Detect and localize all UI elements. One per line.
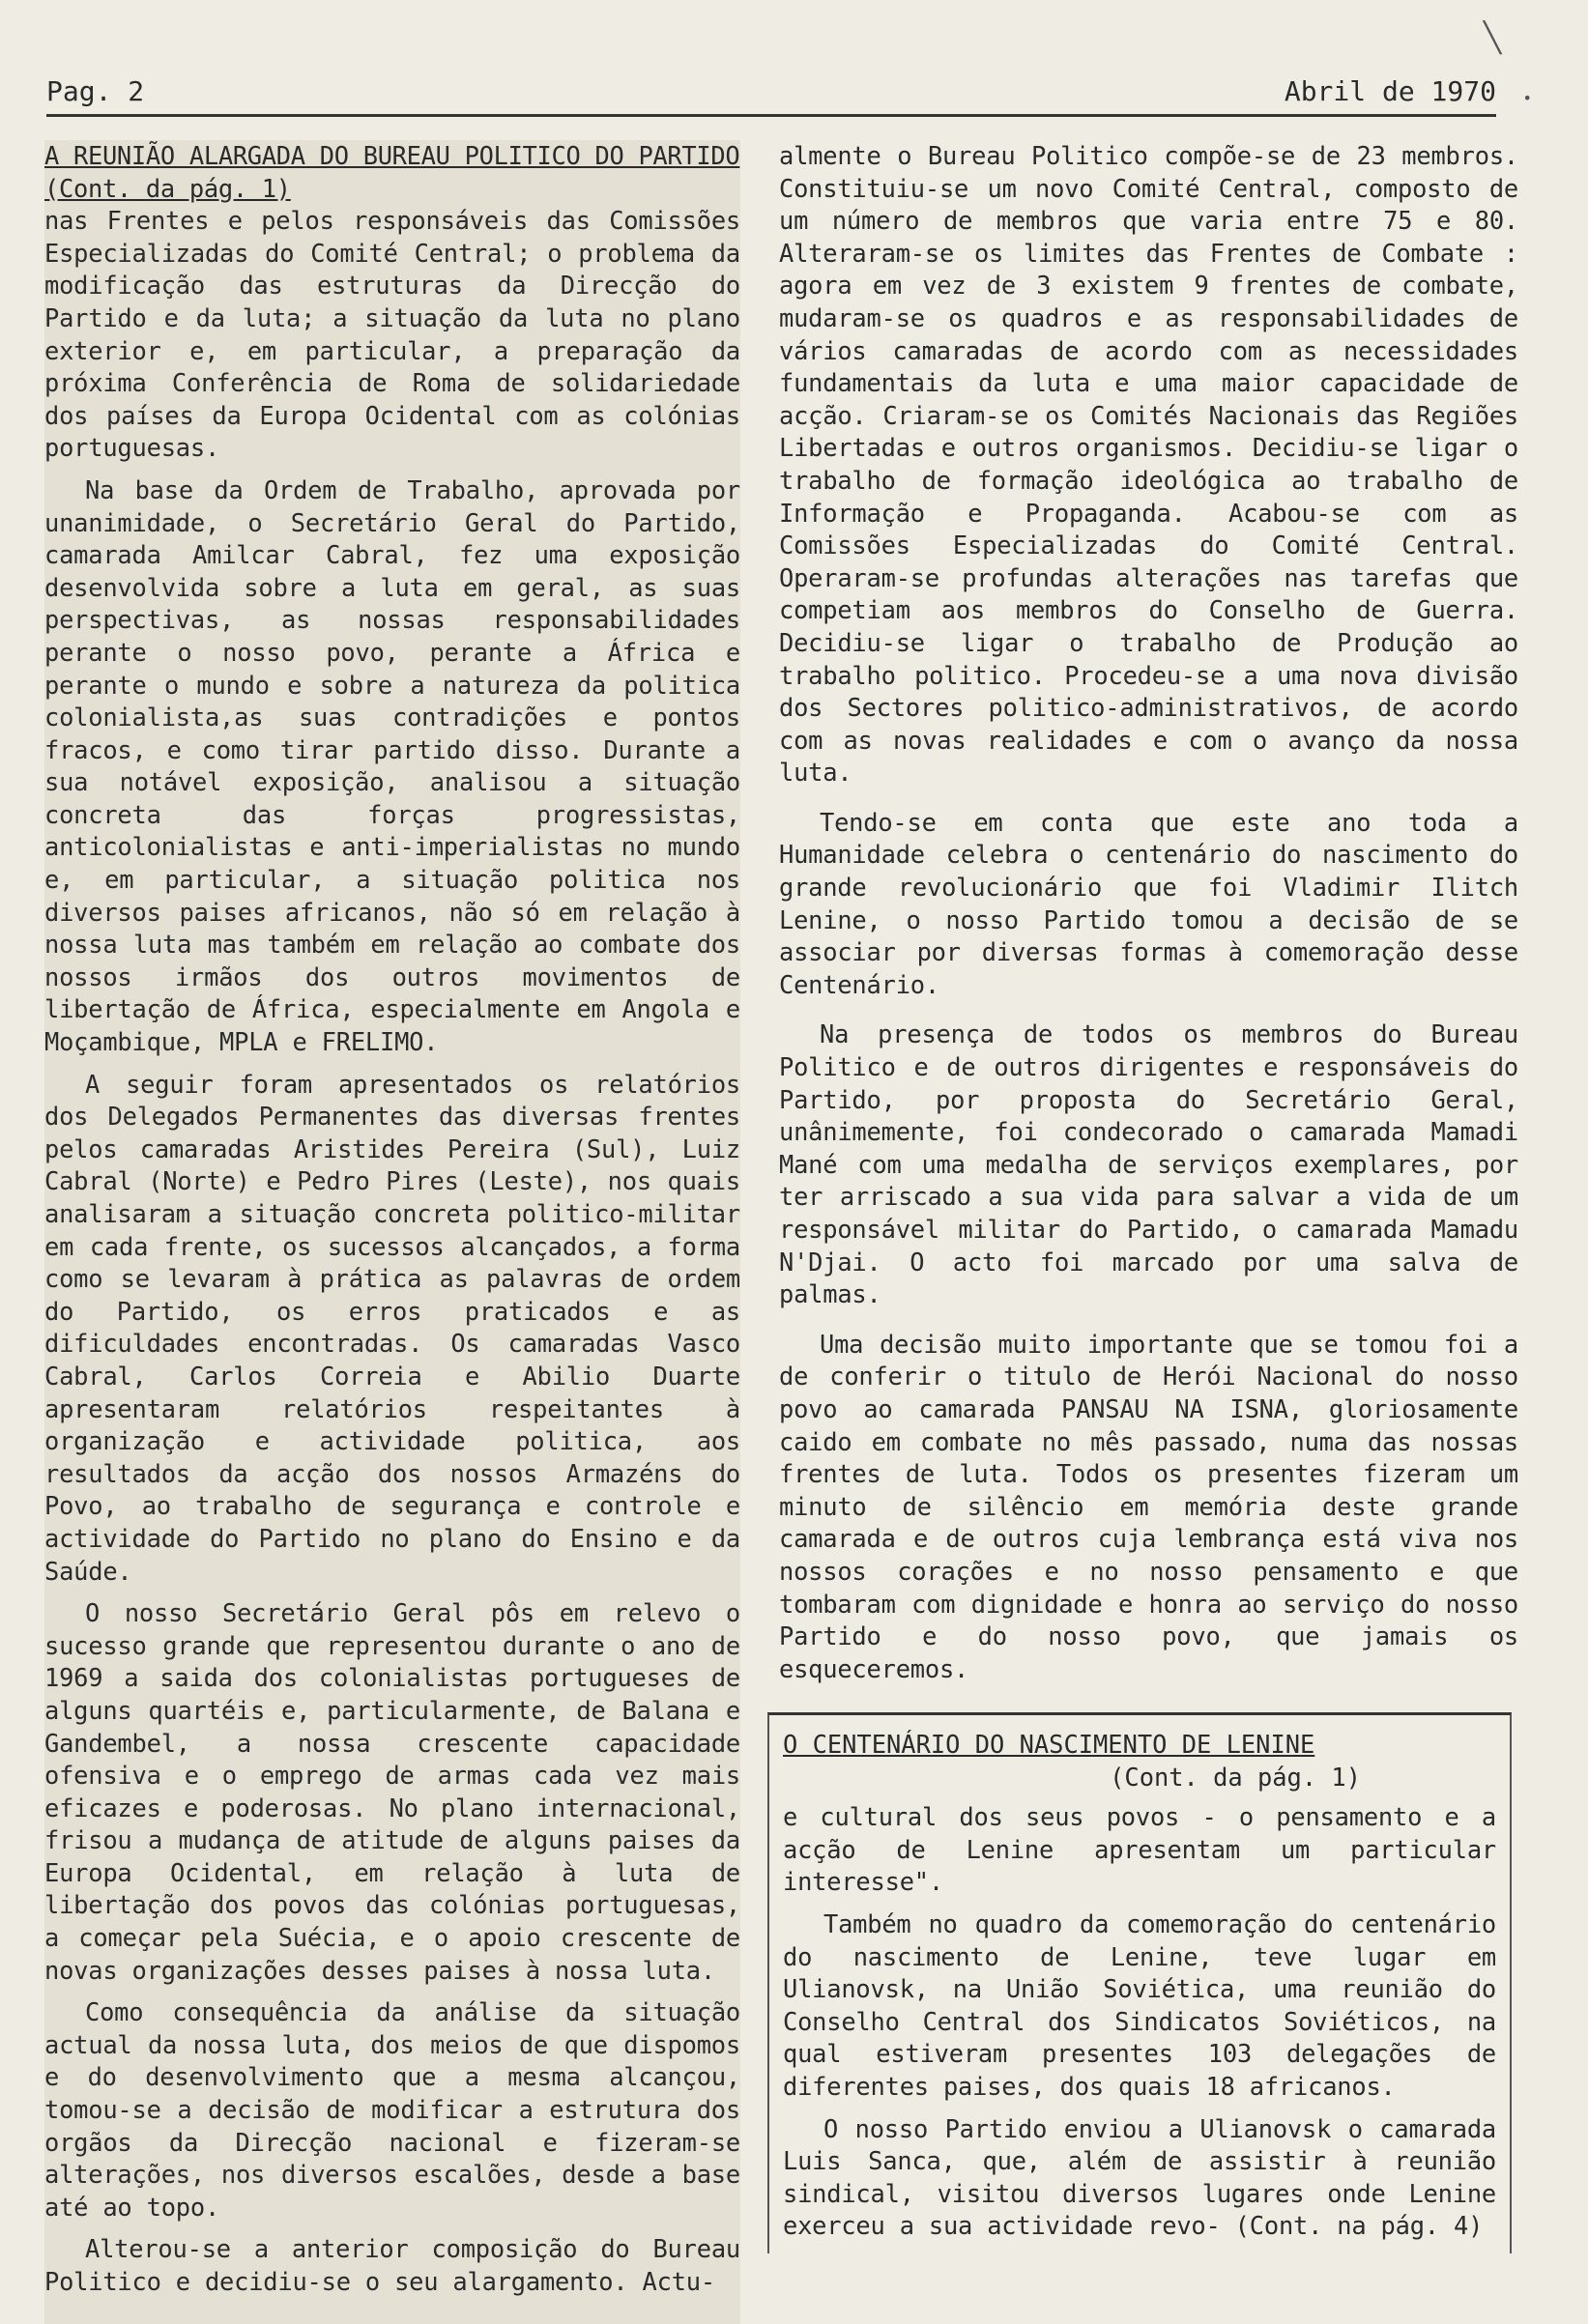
- article-title: [44, 140, 740, 205]
- article-paragraph: Alterou-se a anterior composição do Bureau Politico e decidiu-se o seu alargamento. Actu-: [44, 2234, 740, 2296]
- page-number: Pag. 2: [46, 75, 145, 107]
- corner-mark: ╲: [1483, 21, 1501, 55]
- article-paragraph: O nosso Secretário Geral pôs em relevo o sucesso grande que representou durante o ano de 1969 a saida dos colonialistas portugueses de alguns quartéis e, particularmente, de Balana e Gandembel, a nossa crescente capacidade ofensiva e o emprego de armas cada vez mais eficazes e poderosas. No plano internacional, frisou a mudança de atitude de alguns paises da Europa Ocidental, em relação à luta de libertação dos povos das colónias portuguesas, a começar pela Suécia, e o apoio crescente de novas organizações desses paises à nossa luta.: [44, 1598, 740, 1985]
- box-continuation-note: (Cont. da pág. 1): [1110, 1762, 1361, 1792]
- article-paragraph: Como consequência da análise da situação actual da nossa luta, dos meios de que dispomos e do desenvolvimento que a mesma alcançou, tomou-se a decisão de modificar a estrutura dos orgãos da Direcção nacional e fizeram-se alterações, nos diversos escalões, desde a base até ao topo.: [44, 1997, 740, 2222]
- article-continuation-note: (Cont. da pág. 1): [44, 173, 291, 203]
- lenine-article-box: [767, 1712, 1512, 2253]
- right-column: [779, 140, 1518, 1703]
- article-title-text: A REUNIÃO ALARGADA DO BUREAU POLITICO DO PARTIDO: [44, 141, 740, 170]
- article-paragraph: Uma decisão muito importante que se tomou foi a de conferir o titulo de Herói Nacional do nosso povo ao camarada PANSAU NA ISNA, gloriosamente caido em combate no mês passado, numa das nossas frentes de luta. Todos os presentes fizeram um minuto de silêncio em memória deste grande camarada e de outros cuja lembrança está viva nos nossos corações e no nosso pensamento e que tombaram com dignidade e honra ao serviço do nosso Partido e do nosso povo, que jamais os esqueceremos.: [779, 1329, 1518, 1683]
- box-paragraph: e cultural dos seus povos - o pensamento e a acção de Lenine apresentam um particular interesse".: [783, 1802, 1496, 1897]
- box-paragraph: O nosso Partido enviou a Ulianovsk o camarada Luis Sanca, que, além de assistir à reunião sindical, visitou diversos lugares onde Lenine exerceu a sua actividade revo- (Cont. na pág. 4): [783, 2113, 1496, 2241]
- ink-dot: •: [1522, 89, 1532, 107]
- article-paragraph: A seguir foram apresentados os relatórios dos Delegados Permanentes das diversas frentes pelos camaradas Aristides Pereira (Sul), Luiz Cabral (Norte) e Pedro Pires (Leste), nos quais analisaram a situação concreta politico-militar em cada frente, os sucessos alcançados, a forma como se levaram à prática as palavras de ordem do Partido, os erros praticados e as dificuldades encontradas. Os camaradas Vasco Cabral, Carlos Correia e Abilio Duarte apresentaram relatórios respeitantes à organização e actividade politica, aos resultados da acção dos nossos Armazéns do Povo, ao trabalho de segurança e controle e actividade do Partido no plano do Ensino e da Saúde.: [44, 1069, 740, 1586]
- article-paragraph: nas Frentes e pelos responsáveis das Comissões Especializadas do Comité Central; o problema da modificação das estruturas da Direcção do Partido e da luta; a situação da luta no plano exterior e, em particular, a preparação da próxima Conferência de Roma de solidariedade dos países da Europa Ocidental com as colónias portuguesas.: [44, 206, 740, 463]
- box-article-title: O CENTENÁRIO DO NASCIMENTO DE LENINE: [783, 1730, 1315, 1759]
- left-column: [44, 140, 740, 2324]
- box-paragraph: Também no quadro da comemoração do centenário do nascimento de Lenine, teve lugar em Ulianovsk, na União Soviética, uma reunião do Conselho Central dos Sindicatos Soviéticos, na qual estiveram presentes 103 delegações de diferentes paises, dos quais 18 africanos.: [783, 1908, 1496, 2101]
- header-rule: [46, 114, 1496, 117]
- article-paragraph: Na base da Ordem de Trabalho, aprovada por unanimidade, o Secretário Geral do Partido, camarada Amilcar Cabral, fez uma exposição desenvolvida sobre a luta em geral, as suas perspectivas, as nossas responsabilidades perante o nosso povo, perante a África e perante o mundo e sobre a natureza da politica colonialista,as suas contradições e pontos fracos, e como tirar partido disso. Durante a sua notável exposição, analisou a situação concreta das forças progressistas, anticolonialistas e anti-imperialistas no mundo e, em particular, a situação politica nos diversos paises africanos, não só em relação à nossa luta mas também em relação ao combate dos nossos irmãos dos outros movimentos de libertação de África, especialmente em Angola e Moçambique, MPLA e FRELIMO.: [44, 474, 740, 1057]
- page-header: [46, 75, 1496, 114]
- article-paragraph: almente o Bureau Politico compõe-se de 23 membros. Constituiu-se um novo Comité Central, composto de um número de membros que varia entre 75 e 80. Alteraram-se os limites das Frentes de Combate : agora em vez de 3 existem 9 frentes de combate, mudaram-se os quadros e as responsabilidades de vários camaradas de acordo com as necessidades fundamentais da luta e uma maior capacidade de acção. Criaram-se os Comités Nacionais das Regiões Libertadas e outros organismos. Decidiu-se ligar o trabalho de formação ideológica ao trabalho de Informação e Propaganda. Acabou-se com as Comissões Especializadas do Comité Central. Operaram-se profundas alterações nas tarefas que competiam aos membros do Conselho de Guerra. Decidiu-se ligar o trabalho de Produção ao trabalho politico. Procedeu-se a uma nova divisão dos Sectores politico-administrativos, de acordo com as novas realidades e com o avanço da nossa luta.: [779, 141, 1518, 788]
- article-paragraph: Na presença de todos os membros do Bureau Politico e de outros dirigentes e responsáveis do Partido, por proposta do Secretário Geral, unânimemente, foi condecorado o camarada Mamadi Mané com uma medalha de serviços exemplares, por ter arriscado a sua vida para salvar a vida de um responsável militar do Partido, o camarada Mamadu N'Djai. O acto foi marcado por uma salva de palmas.: [779, 1019, 1518, 1309]
- article-paragraph: Tendo-se em conta que este ano toda a Humanidade celebra o centenário do nascimento do grande revolucionário que foi Vladimir Ilitch Lenine, o nosso Partido tomou a decisão de se associar por diversas formas à comemoração desse Centenário.: [779, 807, 1518, 999]
- issue-date: Abril de 1970: [1284, 75, 1496, 107]
